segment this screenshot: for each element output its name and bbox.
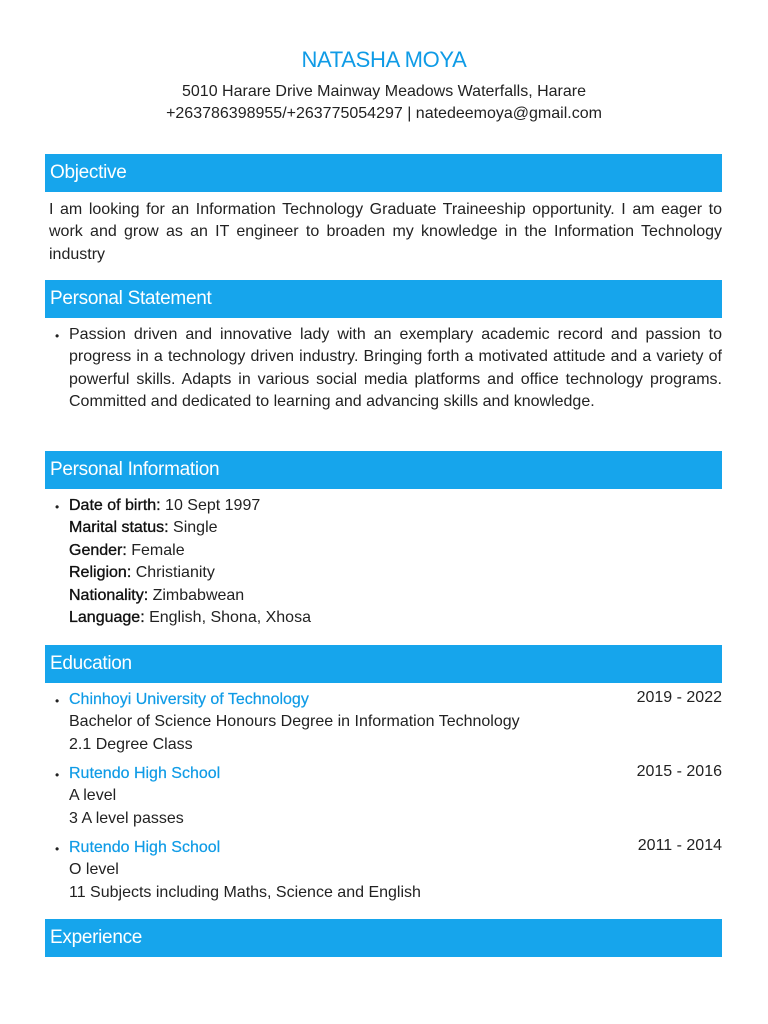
education-entry (69, 763, 722, 830)
info-label: Marital status: (69, 519, 169, 537)
qualification-detail: 2.1 Degree Class (69, 735, 193, 753)
info-value: Single (168, 519, 218, 537)
info-value: English, Shona, Xhosa (144, 609, 311, 627)
bullet-icon: • (55, 768, 60, 782)
section-heading-education: Education (45, 645, 722, 683)
school-name: Chinhoyi University of Technology (69, 691, 309, 708)
info-label: Language: (69, 609, 145, 627)
education-entry (69, 689, 722, 756)
info-gender (69, 540, 722, 562)
education-entry (69, 837, 722, 904)
info-label: Gender: (69, 541, 127, 559)
qualification: O level (69, 861, 119, 879)
bullet-icon: • (55, 500, 60, 514)
bullet-icon: • (55, 842, 60, 856)
info-religion (69, 562, 722, 584)
qualification: Bachelor of Science Honours Degree in Information Technology (69, 713, 520, 731)
contact-line: +263786398955/+263775054297 | natedeemoya@gmail.com (166, 105, 602, 122)
info-value: Female (126, 541, 185, 559)
school-name: Rutendo High School (69, 765, 221, 782)
objective-text: I am looking for an Information Technology Graduate Traineeship opportunity. I am eager to work and grow as an IT engineer to broaden my knowledge in the Information Technology industry (49, 201, 722, 263)
qualification-detail: 3 A level passes (69, 809, 184, 827)
bullet-icon: • (55, 694, 60, 708)
personal-info-list (69, 495, 722, 629)
address-line: 5010 Harare Drive Mainway Meadows Waterfalls, Harare (182, 83, 586, 100)
info-value: 10 Sept 1997 (160, 497, 261, 514)
candidate-name: NATASHA MOYA (301, 47, 467, 72)
info-value: Christianity (131, 564, 215, 582)
info-label: Date of birth: (69, 497, 161, 514)
section-heading-personal-statement: Personal Statement (45, 280, 722, 318)
info-language (69, 607, 722, 629)
section-heading-objective: Objective (45, 154, 722, 192)
section-heading-experience: Experience (45, 919, 722, 957)
info-value: Zimbabwean (148, 586, 245, 604)
bullet-icon: • (55, 329, 60, 343)
education-years: 2015 - 2016 (636, 763, 722, 780)
info-date-of-birth (69, 495, 722, 517)
info-nationality (69, 585, 722, 607)
education-years: 2019 - 2022 (636, 689, 722, 706)
info-label: Religion: (69, 564, 132, 582)
info-label: Nationality: (69, 586, 149, 604)
section-heading-personal-information: Personal Information (45, 451, 722, 489)
qualification: A level (69, 787, 117, 805)
education-years: 2011 - 2014 (637, 837, 722, 854)
info-marital-status (69, 517, 722, 539)
qualification-detail: 11 Subjects including Maths, Science and English (69, 883, 421, 901)
school-name: Rutendo High School (69, 839, 221, 856)
personal-statement-text: Passion driven and innovative lady with an exemplary academic record and passion to progress in a technology driven industry. Bringing forth a motivated attitude and a variety of powerful skills. Adapts in various social media platforms and office technology programs. Committed and dedicated to learning and advancing skills and knowledge. (69, 326, 722, 411)
